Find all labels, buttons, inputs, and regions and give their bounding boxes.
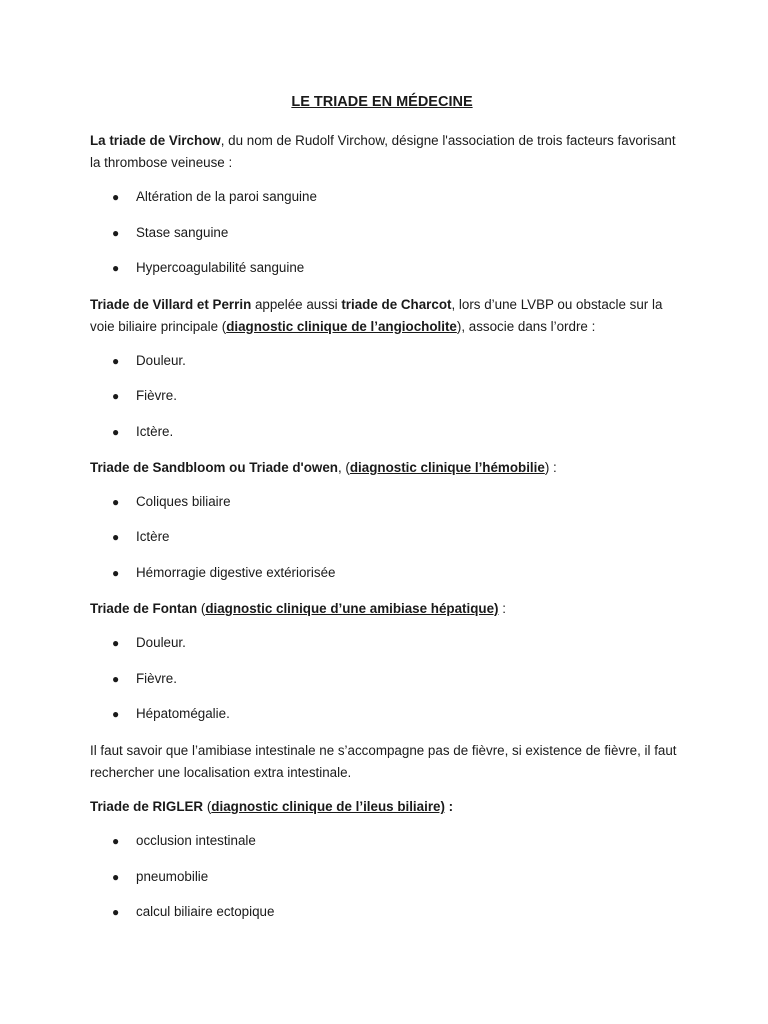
fontan-intro: Triade de Fontan (diagnostic clinique d’une amibiase hépatique) : <box>90 601 506 616</box>
fontan-heading: Triade de Fontan <box>90 601 198 616</box>
bullet-icon: ● <box>112 870 120 884</box>
list-item <box>112 528 170 546</box>
list-item <box>112 634 186 652</box>
bullet-icon: ● <box>112 834 120 848</box>
list-item-text: Ictère. <box>136 424 174 439</box>
amibiase-note: Il faut savoir que l’amibiase intestinale ne s’accompagne pas de fièvre, si existence de fièvre, il faut rechercher une localisation extra intestinale. <box>90 743 677 780</box>
virchow-intro <box>90 130 680 173</box>
rigler-heading: Triade de RIGLER <box>90 799 204 814</box>
list-item <box>112 352 186 370</box>
bullet-icon: ● <box>112 261 120 275</box>
list-item-text: pneumobilie <box>136 869 209 884</box>
virchow-heading: La triade de Virchow <box>90 133 221 148</box>
bullet-icon: ● <box>112 425 120 439</box>
villard-heading: Triade de Villard et Perrin <box>90 297 252 312</box>
list-item-text: Stase sanguine <box>136 225 229 240</box>
list-item <box>112 705 230 723</box>
charcot-intro: Triade de Villard et Perrin appelée aussi triade de Charcot, lors d’une LVBP ou obstacle sur la voie biliaire principale (diagnostic clinique de l’angiocholite), associe dans l’ordre : <box>90 297 663 334</box>
charcot-heading: triade de Charcot <box>341 297 452 312</box>
sandbloom-intro: Triade de Sandbloom ou Triade d'owen, (diagnostic clinique l’hémobilie) : <box>90 460 557 475</box>
list-item-text: Hépatomégalie. <box>136 706 230 721</box>
bullet-icon: ● <box>112 636 120 650</box>
list-item <box>112 493 231 511</box>
amibiase-diagnostic: diagnostic clinique d’une amibiase hépatique) <box>205 601 499 616</box>
list-item <box>112 903 274 921</box>
bullet-icon: ● <box>112 226 120 240</box>
list-item-text: Coliques biliaire <box>136 494 231 509</box>
list-item-text: calcul biliaire ectopique <box>136 904 275 919</box>
list-item-text: Douleur. <box>136 635 186 650</box>
virchow-description: , du nom de Rudolf Virchow, désigne l'association de trois facteurs favorisant la thrombose veineuse : <box>90 133 676 170</box>
list-item-text: Douleur. <box>136 353 186 368</box>
list-item-text: Hémorragie digestive extériorisée <box>136 565 336 580</box>
list-item <box>112 564 335 582</box>
bullet-icon: ● <box>112 672 120 686</box>
bullet-icon: ● <box>112 530 120 544</box>
rigler-intro: Triade de RIGLER (diagnostic clinique de l’ileus biliaire) : <box>90 799 454 814</box>
list-item-text: Fièvre. <box>136 671 177 686</box>
ileus-diagnostic: diagnostic clinique de l’ileus biliaire) <box>211 799 445 814</box>
list-item <box>112 387 177 405</box>
bullet-icon: ● <box>112 354 120 368</box>
list-item-text: Ictère <box>136 529 170 544</box>
list-item <box>112 670 177 688</box>
bullet-icon: ● <box>112 905 120 919</box>
bullet-icon: ● <box>112 190 120 204</box>
bullet-icon: ● <box>112 495 120 509</box>
bullet-icon: ● <box>112 707 120 721</box>
angiocholite-diagnostic: diagnostic clinique de l’angiocholite <box>226 318 457 334</box>
list-item-text: occlusion intestinale <box>136 833 256 848</box>
list-item-text: Hypercoagulabilité sanguine <box>136 260 305 275</box>
list-item-text: Fièvre. <box>136 388 177 403</box>
list-item <box>112 423 173 441</box>
bullet-icon: ● <box>112 389 120 403</box>
hemobilie-diagnostic: diagnostic clinique l’hémobilie <box>349 460 545 475</box>
list-item <box>112 188 317 206</box>
list-item <box>112 224 228 242</box>
bullet-icon: ● <box>112 566 120 580</box>
list-item <box>112 868 208 886</box>
list-item <box>112 259 304 277</box>
list-item <box>112 832 256 850</box>
sandbloom-heading: Triade de Sandbloom ou Triade d'owen <box>90 460 338 475</box>
list-item-text: Altération de la paroi sanguine <box>136 189 317 204</box>
document-title: LE TRIADE EN MÉDECINE <box>291 94 473 110</box>
